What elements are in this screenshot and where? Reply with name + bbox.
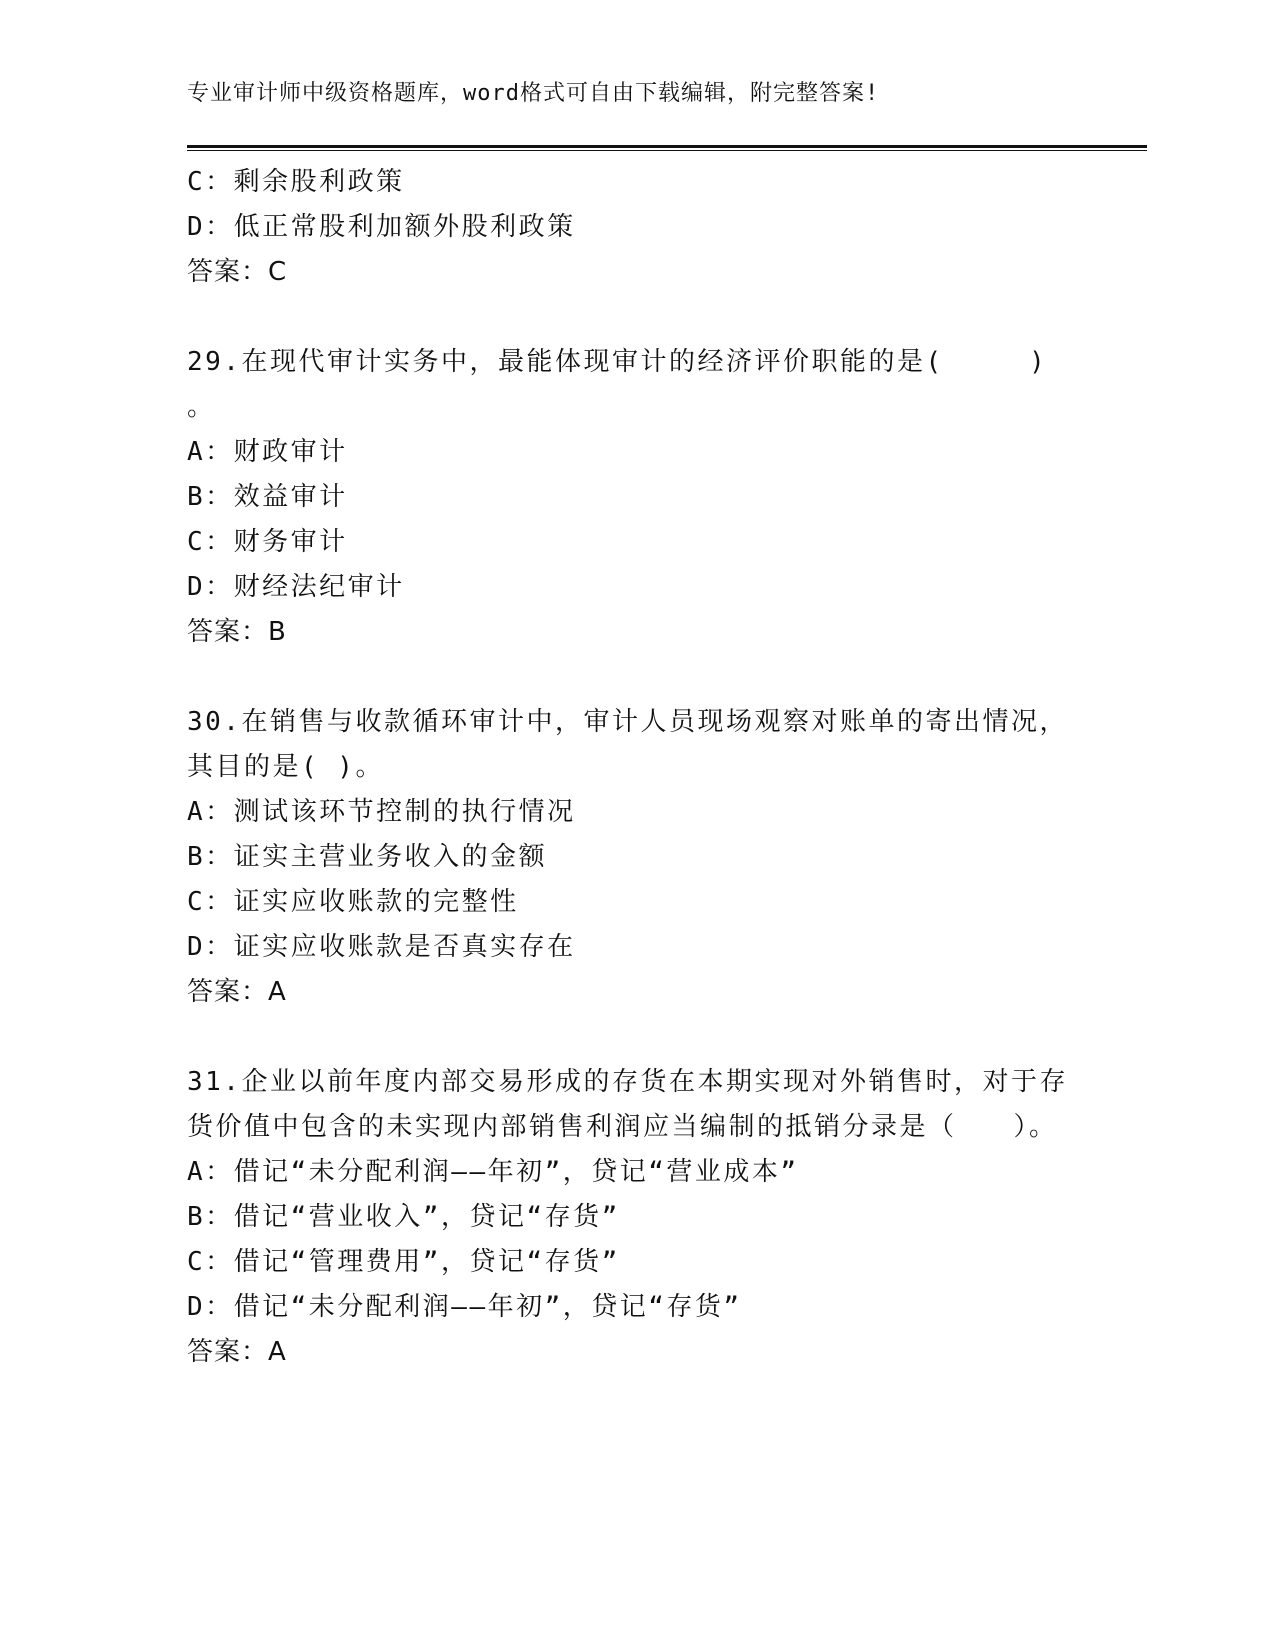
answer-line: 答案：A xyxy=(187,1337,287,1367)
answer-line: 答案：C xyxy=(187,257,288,287)
question-31 xyxy=(187,1060,1087,1375)
option-c: C：借记“管理费用”，贷记“存货” xyxy=(187,1247,620,1277)
spacer xyxy=(187,295,1087,340)
question-stem-continued: 。 xyxy=(187,392,216,422)
question-stem-continued: 其目的是( )。 xyxy=(187,752,384,782)
answer-line: 答案：A xyxy=(187,977,287,1007)
question-stem: 30.在销售与收款循环审计中，审计人员现场观察对账单的寄出情况， xyxy=(187,707,1068,737)
option-b: B：效益审计 xyxy=(187,482,348,512)
spacer xyxy=(187,1015,1087,1060)
question-stem: 31.企业以前年度内部交易形成的存货在本期实现对外销售时，对于存 xyxy=(187,1067,1068,1097)
question-28-tail xyxy=(187,160,1087,295)
page-header: 专业审计师中级资格题库，word格式可自由下载编辑，附完整答案! xyxy=(187,81,880,106)
answer-line: 答案：B xyxy=(187,617,287,647)
document-body xyxy=(187,160,1087,1375)
option-b: B：借记“营业收入”，贷记“存货” xyxy=(187,1202,620,1232)
question-stem-continued: 货价值中包含的未实现内部销售利润应当编制的抵销分录是（ ）。 xyxy=(187,1112,1058,1142)
option-c: C：财务审计 xyxy=(187,527,348,557)
option-a: A：测试该环节控制的执行情况 xyxy=(187,797,576,827)
question-29 xyxy=(187,340,1087,655)
option-d: D：借记“未分配利润——年初”，贷记“存货” xyxy=(187,1292,742,1322)
option-d: D：财经法纪审计 xyxy=(187,572,405,602)
question-stem: 29.在现代审计实务中，最能体现审计的经济评价职能的是( ) xyxy=(187,347,1048,377)
option-a: A：借记“未分配利润——年初”，贷记“营业成本” xyxy=(187,1157,799,1187)
option-a: A：财政审计 xyxy=(187,437,348,467)
option-d: D：低正常股利加额外股利政策 xyxy=(187,212,576,242)
option-d: D：证实应收账款是否真实存在 xyxy=(187,932,576,962)
option-c: C：剩余股利政策 xyxy=(187,167,405,197)
question-30 xyxy=(187,700,1087,1015)
option-c: C：证实应收账款的完整性 xyxy=(187,887,519,917)
spacer xyxy=(187,655,1087,700)
header-divider xyxy=(187,145,1147,151)
option-b: B：证实主营业务收入的金额 xyxy=(187,842,548,872)
